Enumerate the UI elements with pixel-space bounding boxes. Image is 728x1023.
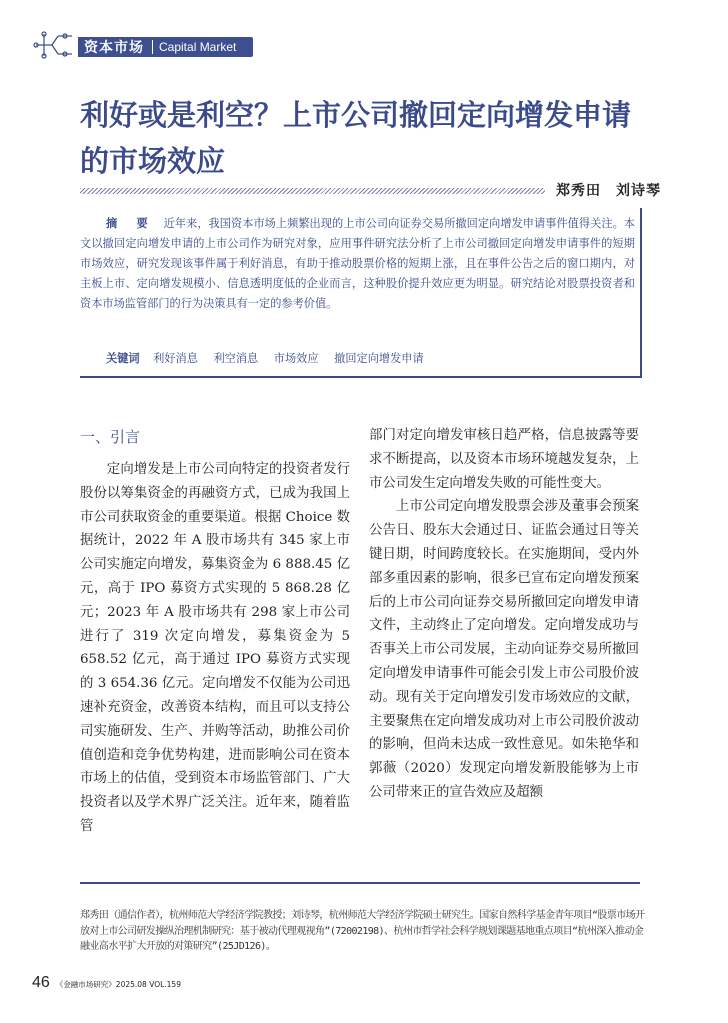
section-name-en: Capital Market <box>159 40 237 54</box>
title-hatch-divider <box>80 188 545 194</box>
body-paragraph: 部门对定向增发审核日趋严格，信息披露等要求不断提高，以及资本市场环境越发复杂，上市公司发生定向增发失败的可能性变大。 <box>369 428 639 491</box>
keywords <box>106 350 436 366</box>
abstract-text: 近年来，我国资本市场上频繁出现的上市公司向证券交易所撤回定向增发申请事件值得关注。本文以撤回定向增发申请的上市公司作为研究对象，应用事件研究法分析了上市公司撤回定向增发申请事件的短期市场效应，研究发现该事件属于利好消息，有助于推动股票价格的短期上涨，且在事件公告之后的窗口期内，对主板上市、定向增发规模小、信息透明度低的企业而言，这种股价提升效应更为明显。研究结论对股票投资者和资本市场监管部门的行为决策具有一定的参考价值。 <box>80 217 635 310</box>
footnote-divider <box>80 882 640 884</box>
abstract-label: 摘 要 <box>106 217 152 230</box>
journal-info: 《金融市场研究》2025.08 VOL.159 <box>55 980 181 989</box>
body-paragraph: 上市公司定向增发股票会涉及董事会预案公告日、股东大会通过日、证监会通过日等关键日期，时间跨度较长。在实施期间，受内外部多重因素的影响，很多已宣布定向增发预案后的上市公司向证券交易所撤回定向增发申请文件，主动终止了定向增发。定向增发成功与否事关上市公司发展，主动向证券交易所撤回定向增发申请事件可能会引发上市公司股价波动。现有关于定向增发引发市场效应的文献，主要聚焦在定向增发成功对上市公司股价波动的影响，但尚未达成一致性意见。如朱艳华和郭薇（2020）发现定向增发新股能够为上市公司带来正的宣告效应及超额 <box>369 499 639 800</box>
author-footnote: 郑秀田（通信作者），杭州师范大学经济学院教授；刘诗琴，杭州师范大学经济学院硕士研究生。国家自然科学基金青年项目“股票市场开放对上市公司研发操纵治理机制研究：基于被动代理观视角”(72002198)、杭州市哲学社会科学规划课题基地重点项目“杭州深入推动金融业高水平扩大开放的对策研究”(25JD126)。 <box>80 910 645 952</box>
body-column-left <box>80 424 350 839</box>
keyword: 撤回定向增发申请 <box>334 352 424 365</box>
section-name-cn: 资本市场 <box>84 40 144 56</box>
section-heading: 一、引言 <box>80 428 141 446</box>
keyword: 利空消息 <box>213 352 259 365</box>
abstract <box>80 214 635 314</box>
keyword: 利好消息 <box>153 352 198 365</box>
section-tag <box>78 37 253 57</box>
body-column-right <box>369 424 639 805</box>
circuit-decoration-icon <box>32 28 76 62</box>
body-paragraph: 定向增发是上市公司向特定的投资者发行股份以筹集资金的再融资方式，已成为我国上市公司获取资金的重要渠道。根据 Choice 数据统计，2022 年 A 股市场共有 345 家上市公司实施定向增发，募集资金为 6 888.45 亿元，高于 IPO 募资方式实现的 5 868.28 亿元；2023 年 A 股市场共有 298 家上市公司进行了 319 次定向增发，募集资金为 5 658.52 亿元，高于通过 IPO 募资方式实现的 3 654.36 亿元。定向增发不仅能为公司迅速补充资金，改善资本结构，而且可以支持公司实施研发、生产、并购等活动，助推公司价值创造和竞争优势构建，进而影响公司在资本市场上的估值，受到资本市场监管部门、广大投资者以及学术界广泛关注。近年来，随着监管 <box>80 462 350 834</box>
page-footer <box>32 974 181 992</box>
authors: 郑秀田 刘诗琴 <box>556 183 661 199</box>
keywords-label: 关键词 <box>106 352 140 365</box>
article-title: 利好或是利空？上市公司撤回定向增发申请的市场效应 <box>80 98 632 178</box>
keyword: 市场效应 <box>273 352 319 365</box>
section-tag-separator <box>152 40 153 54</box>
page-number: 46 <box>32 974 50 991</box>
